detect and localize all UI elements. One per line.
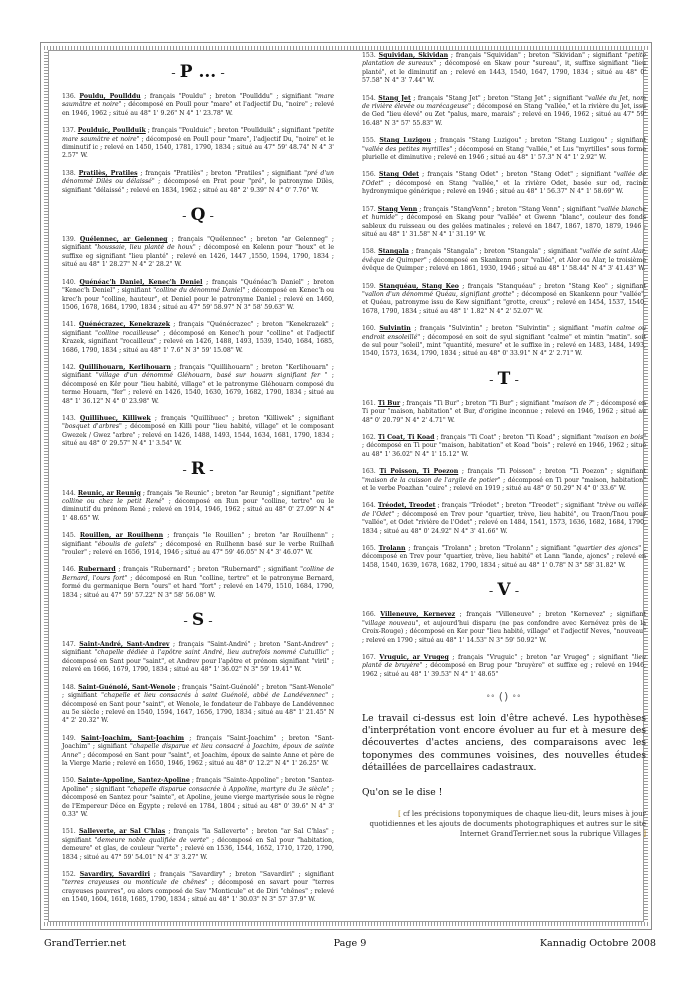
- place-name-entry: [62, 684, 334, 726]
- entry-number: 144.: [62, 489, 76, 497]
- heading-dash: -: [204, 614, 213, 630]
- entry-text: ; français "Quillihuec" ; breton "Killiwek" ; signifiant: [150, 414, 335, 422]
- entry-meaning: "mare saumâtre et noire": [62, 93, 335, 109]
- entry-text: ; français "Vruguic" ; breton "ar Vrugeg" ; signifiant: [448, 653, 632, 661]
- entry-place-name: Sainte-Appoline, Santez-Apoline: [77, 777, 190, 785]
- entry-details: ; décomposé en Stang "vallée," et Lus "myrtilles" sous forme plurielle et diminutive ; relevé en 1946 ; situé au 48° 1' 57.3" N 4° 1' 2.92" W.: [362, 145, 646, 162]
- heading-dash: -: [205, 462, 214, 478]
- entry-text: ; français "Poulduic" ; breton "Poullduik" ; signifiant: [145, 127, 313, 135]
- entry-meaning: "quartier des ajoncs": [573, 545, 642, 553]
- entry-text: ; français "Sulvintin" ; breton "Sulvintin" ; signifiant: [410, 325, 592, 333]
- entry-meaning: "trève ou vallée de l'Odet": [362, 502, 646, 518]
- place-name-entry: [362, 434, 646, 459]
- entry-details: ; décomposé en Santez pour "sainte", et Apoline, jeune vierge martyrisée sous le règne de l'Empereur Déce en Égypte ; relevé en 1784, 1804 ; situé au 48° 0' 39.6" N 4° 3' 0.33" W.: [62, 785, 334, 818]
- note-bracket-close: ]: [643, 830, 646, 839]
- place-name-entry: [362, 137, 646, 162]
- place-name-entry: [62, 641, 334, 675]
- entry-meaning: "éboulis de galets": [94, 540, 157, 548]
- place-name-entry: [362, 468, 646, 493]
- entry-number: 141.: [62, 321, 76, 329]
- entry-text: ; français "Ti Poisson" ; breton "Ti Poezon" ; signifiant: [458, 468, 646, 476]
- entry-place-name: Saint-André, Sant-Andrev: [79, 641, 170, 649]
- section-letter-heading: [62, 610, 334, 632]
- entry-place-name: Stanquéau, Stang Keo: [379, 282, 459, 290]
- entry-place-name: Trolann: [378, 545, 406, 553]
- entry-text: ; français "Stangala" ; breton "Stangala" ; signifiant: [408, 248, 580, 256]
- entry-place-name: Stang Venn: [377, 205, 418, 213]
- entry-text: ; français "StangVenn" ; breton "Stang Venn" ; signifiant: [417, 205, 598, 213]
- entry-meaning: "maison en bois": [593, 434, 646, 441]
- entry-number: 153.: [362, 52, 376, 59]
- entry-details: ; décomposé en Run pour "colline, tertre" ou le diminutif du prénom René ; relevé en 1914, 1946, 1962 ; situé au 48° 0' 27.09" N 4° 1' 48.65" W.: [62, 498, 334, 522]
- entry-place-name: Vruguic, ar Vrugeg: [379, 653, 449, 661]
- place-name-entry: [62, 490, 334, 524]
- entry-details: ; décomposé en Stang "vallée," et la rivière du Jet, issu de Ged "lieu élevé" ou Zet "palus, mare, marais" ; relevé en 1946, 1962 ; situé au 47° 59' 16.48" N 3° 57' 55.83" W.: [362, 103, 646, 127]
- entry-text: ; français "Savardiry" ; breton "Savardiri" ; signifiant: [149, 871, 335, 878]
- entry-meaning: "maison de ?": [551, 399, 595, 407]
- place-name-entry: [62, 777, 334, 819]
- heading-letter: T: [497, 368, 511, 389]
- heading-dash: -: [510, 372, 519, 388]
- entry-place-name: Ti Bur: [377, 399, 401, 407]
- entry-details: ; décomposé en Skaw pour "sureau", it, suffixe signifiant "lieu planté", et le diminutif an ; relevé en 1443, 1540, 1647, 1790, 1834 ; situé au 48° 0' 57.58" N 4° 3' 7.44" W.: [362, 60, 647, 85]
- entry-details: ; décomposé en Trev pour "quartier, trève, lieu habité", ou Traon/Tnou pour "vallée", et Odet "rivière de l'Odet" ; relevé en 1484, 1541, 1573, 1636, 1682, 1684, 1790, 1834 ; situé au 48° 0' 24.92" N 4° 3' 41.66" W.: [362, 510, 646, 535]
- entry-number: 147.: [62, 641, 76, 649]
- place-name-entry: [362, 171, 646, 196]
- entry-number: 152.: [62, 871, 76, 878]
- entry-place-name: Stang Odet: [378, 171, 419, 179]
- entry-place-name: Quélennec, ar Gelenneg: [79, 236, 168, 244]
- entry-meaning: "bosquet d'arbres": [62, 423, 122, 431]
- entry-number: 149.: [62, 734, 76, 742]
- entry-place-name: Poulduic, Poullduik: [77, 127, 146, 135]
- entry-place-name: Pouldu, Poullddu: [79, 93, 141, 100]
- entry-number: 163.: [362, 468, 376, 476]
- note-bracket-open: [: [398, 809, 401, 818]
- entry-number: 160.: [362, 325, 376, 333]
- entry-text: ; français "Stang Luzigou" ; breton "Stang Luzigou" ; signifiant: [430, 137, 647, 145]
- entry-place-name: Rubernard: [78, 566, 116, 574]
- entry-number: 138.: [62, 169, 76, 177]
- entry-number: 155.: [362, 137, 376, 145]
- entry-place-name: Stang Luzigou: [379, 137, 431, 145]
- entry-meaning: "vallée du Jet, nom de rivière élevée ou marécageuse": [362, 94, 647, 111]
- place-name-entry: [362, 325, 646, 359]
- entry-text: ; français "Sainte-Appoline" ; breton "Santez-Apoline" ; signifiant: [62, 777, 334, 793]
- entry-number: 145.: [62, 532, 76, 540]
- entry-text: ; français "la Salleverte" ; breton "ar Sal C'hlas" ; signifiant: [62, 828, 334, 844]
- entry-details: ; décomposé en Ti pour "maison, habitation" et Koad "bois" ; relevé en 1946, 1962 ; situé au 48° 1' 36.02" N 4° 1' 15.12" W.: [362, 442, 646, 458]
- entry-meaning: "maison de la cuisson de l'argile de potier": [362, 476, 501, 484]
- heading-dash: -: [510, 584, 520, 600]
- ornament-center: (): [498, 690, 510, 704]
- entry-meaning: "lieu planté de bruyère": [362, 653, 647, 670]
- entry-text: ; français "Quélennec" ; breton "ar Gelenneg" ; signifiant: [62, 236, 334, 252]
- ornament-dots-left: °°: [486, 694, 496, 703]
- entry-text: ; français "Trolann" ; breton "Trolann" ; signifiant: [405, 545, 574, 553]
- entry-meaning: "petite plantation de sureaux": [362, 52, 646, 68]
- entry-number: 161.: [362, 399, 376, 407]
- place-name-entry: [62, 321, 334, 355]
- entry-details: ; décomposé en Kelenn pour "houx" et le suffixe eg signifiant "lieu planté" ; relevé en 1426, 1447 ,1550, 1594, 1790, 1834 ; situé au 48° 1' 28.27" N 4° 2' 28.2" W.: [62, 244, 334, 269]
- entry-details: ; décomposé en Kenec'h pour "colline" et l'adjectif Krazek, signifiant "rocailleux" ; relevé en 1426, 1488, 1493, 1539, 1540, 1684, 1685, 1686, 1790, 1834 ; situé au 48° 1' 7.6" N 3° 59' 15.08" W.: [62, 329, 334, 354]
- entry-details: ; décomposé en savart pour "terres crayeuses pauvres", ou alors composé de Sav "Monticule" et de Diri "chênes" ; relevé en 1540, 1604, 1618, 1685, 1790, 1834 ; situé au 48° 1' 30.03" N 3° 57' 37.9" W.: [62, 879, 334, 904]
- place-name-entry: [62, 127, 334, 161]
- section-letter-heading: [62, 205, 334, 227]
- heading-dash: -: [488, 584, 498, 600]
- entry-text: ; français "Quillihouarn" ; breton "Kerlihouarn" ; signifiant: [62, 363, 335, 380]
- entry-number: 159.: [362, 282, 376, 290]
- entry-meaning: "vallée de l'Odet": [362, 171, 647, 187]
- entry-meaning: "colline de Bernard, l'ours fort": [62, 566, 334, 582]
- entry-place-name: Stang Jet: [378, 94, 411, 102]
- website-note: [362, 809, 646, 840]
- entry-details: ; décomposé en Kêr pour "lieu habité, village" et le patronyme Gléhouarn composé du terme Houarn, "fer" ; relevé en 1426, 1540, 1630, 1679, 1682, 1790, 1834 ; situé au 48° 1' 36.12" N 4° 0' 23.98" W.: [62, 372, 334, 405]
- place-name-entry: [362, 545, 646, 570]
- entry-text: ; français "Villeneuve" ; breton "Kernevez" ; signifiant: [455, 611, 647, 619]
- heading-dash: -: [489, 372, 498, 388]
- entry-meaning: "pré d'un dénommé Dilès ou délaissé": [62, 169, 334, 186]
- entry-number: 162.: [362, 434, 376, 441]
- entry-details: ; décomposé en Skang pour "vallée" et Gwenn "blanc", couleur des fonds sableux du ruisseau ou des gelées matinales ; relevé en 1847, 1867, 1870, 1879, 1946 ; situé au 48° 1' 31.58" N 4° 1' 31.19" W.: [362, 214, 646, 238]
- entry-place-name: Stangala: [378, 248, 409, 256]
- section-letter-heading: [62, 62, 334, 84]
- heading-dash: -: [216, 66, 225, 81]
- place-name-entry: [62, 735, 334, 769]
- entry-text: ; français "Ti Bur" ; breton "Ti Bur" ; signifiant: [400, 399, 552, 407]
- entry-number: 142.: [62, 363, 76, 371]
- entry-details: ; décomposé en Brug pour "bruyère" et suffixe eg ; relevé en 1946, 1962 ; situé au 48° 1' 39.53" N 4° 1' 48.65": [362, 662, 646, 678]
- entry-place-name: Quénécrazec, Kenekrazek: [79, 321, 171, 329]
- entry-meaning: "matin calme ou endroit ensoleillé": [362, 325, 646, 341]
- entry-details: ; décomposé en Skankenn pour "vallée", et Alor ou Alar, le troisième évêque de Quimper ; relevé en 1861, 1930, 1946 ; situé au 48° 1' 58.44" N 4° 3' 41.43" W.: [362, 256, 646, 273]
- entry-place-name: Squividan, Skividan: [378, 52, 449, 59]
- entry-place-name: Quénéac'h Daniel, Kenec'h Deniel: [79, 278, 203, 286]
- entry-number: 164.: [362, 502, 376, 510]
- entry-details: ; décomposé en Sal pour "habitation, demeure" et glas, de couleur "verte" ; relevé en 1536, 1544, 1652, 1710, 1720, 1790, 1834 ; situé au 47° 59' 54.01" N 4° 3' 3.27" W.: [62, 836, 334, 861]
- ornament-dots-right: °°: [512, 694, 522, 703]
- place-name-entry: [362, 283, 646, 317]
- entry-text: ; français "Rubernard" ; breton "Rubernard" ; signifiant: [115, 566, 301, 574]
- entry-place-name: Savardiry, Savardiri: [79, 871, 150, 878]
- entry-number: 154.: [362, 94, 376, 102]
- heading-letter: V: [497, 580, 511, 601]
- entry-meaning: "terres crayeuses ou monticule de chênes": [62, 879, 208, 887]
- entry-text: ; français "Pratilès" ; breton "Pratiles" ; signifiant: [137, 169, 305, 177]
- entry-number: 143.: [62, 414, 76, 422]
- entry-text: ; français "Quénéac'h Daniel" ; breton "Kenec'h Deniel" ; signifiant: [62, 278, 334, 295]
- entry-details: ; décomposé en Kenec'h ou krec'h pour "colline, hauteur", et Deniel pour le patronyme Daniel ; relevé en 1460, 1506, 1678, 1684, 1790, 1834 ; situé au 47° 59' 58.97" N 3° 58' 59.63" W.: [62, 287, 335, 311]
- entry-number: 148.: [62, 683, 76, 691]
- place-name-entry: [362, 95, 646, 129]
- section-letter-heading: [62, 459, 334, 481]
- heading-letter: R: [190, 458, 206, 479]
- entry-text: ; français "Saint-Guénolé" ; breton "Sant-Wenole" ; signifiant: [62, 683, 335, 700]
- entry-details: ; décomposé en Ruilhenn basé sur le verbe Ruilhañ "rouler" ; relevé en 1656, 1914, 1946 ; situé au 47° 59' 46.05" N 4° 3' 46.07" W.: [62, 540, 334, 557]
- entry-text: ; français "Ti Coat" ; breton "Ti Koad" ; signifiant: [434, 434, 594, 441]
- entry-text: ; français "le Rouillen" ; breton "ar Rouilhenn" ; signifiant: [62, 532, 335, 548]
- entry-number: 151.: [62, 828, 76, 836]
- place-name-entry: [362, 52, 646, 86]
- entry-place-name: Quillihouarn, Kerlihouarn: [79, 363, 171, 371]
- entry-text: ; français "Saint-André" ; breton "Sant-Andrev" ; signifiant: [62, 641, 334, 657]
- right-column-entries: [362, 52, 646, 679]
- closing-exclamation: Qu'on se le dise !: [362, 786, 443, 798]
- entry-meaning: "colline rocailleuse": [95, 329, 160, 337]
- entry-details: ; décomposé en Stang "vallée," et la rivière Odet, basée sur od, racine hydronymique générique ; relevé en 1946 ; situé au 48° 1' 56.37" N 4° 1' 58.69" W.: [362, 179, 646, 196]
- footer-site-name: GrandTerrier.net: [44, 938, 126, 949]
- entry-place-name: Reunic, ar Reunig: [77, 489, 141, 497]
- place-name-entry: [62, 93, 334, 118]
- entry-place-name: Tréodet, Treodet: [377, 502, 436, 510]
- entry-text: ; français "Tréodet" ; breton "Treodet" ; signifiant: [435, 502, 597, 510]
- entry-meaning: "chapelle dédiée à l'apôtre saint André, lieu autrefois nommé Cutuillic": [94, 649, 329, 657]
- entry-place-name: Sulvintin: [379, 325, 411, 333]
- entry-place-name: Saint-Joachim, Sant-Joachim: [80, 734, 185, 742]
- heading-letter: Q: [190, 205, 206, 226]
- entry-details: ; décomposé en Ti pour "maison, habitation" et le verbe Poazhan "cuire" ; relevé en 1919 ; situé au 48° 0' 50.29" N 4° 0' 33.6" W.: [362, 476, 646, 493]
- entry-number: 140.: [62, 278, 76, 286]
- entry-meaning: "village d'un dénommé Gléhouarn, basé sur houarn signifiant fer ": [95, 372, 328, 380]
- entry-details: ; décomposé en Skankenn pour "vallée", et Quéau, patronyme issu de Kew signifiant "grotte, creux" ; relevé en 1454, 1537, 1540, 1678, 1790, 1834 ; situé au 48° 1' 1.82" N 4° 2' 52.07" W.: [362, 290, 646, 315]
- entry-number: 137.: [62, 127, 76, 135]
- entry-place-name: Salleverte, ar Sal C'hlas: [78, 828, 166, 836]
- entry-meaning: "houssaie, lieu planté de houx": [94, 244, 196, 252]
- place-name-entry: [62, 170, 334, 195]
- entry-meaning: "petite mare saumâtre et noire": [62, 127, 334, 143]
- place-name-entry: [362, 611, 646, 645]
- left-column: [62, 52, 334, 914]
- entry-details: ; décomposé en Ti pour "maison, habitation" et Bur, d'origine inconnue ; relevé en 1946, 1962 ; situé au 48° 0' 20.79" N 4° 2' 4.71" W.: [362, 399, 646, 424]
- entry-place-name: Ti Coat, Ti Koad: [377, 434, 435, 441]
- place-name-entry: [362, 400, 646, 425]
- entry-details: ; décomposé en Killi pour "lieu habité, village" et le composant Gwezek / Gwez "arbre" ; relevé en 1426, 1488, 1493, 1544, 1634, 1681, 1790, 1834 ; situé au 48° 0' 29.57" N 4° 1' 3.54" W.: [62, 423, 334, 448]
- entry-text: ; français "Saint-Joachim" ; breton "Sant-Joachim" ; signifiant: [62, 734, 335, 751]
- entry-text: ; français "Squividan" ; breton "Skividan" ; signifiant: [448, 52, 625, 59]
- entry-details: ; décomposé en Sant pour "saint", et Joachim, époux de sainte Anne et père de la Vierge Marie ; relevé en 1650, 1946, 1962 ; situé au 48° 0' 12.2" N 4° 1' 26.25" W.: [62, 751, 334, 767]
- entry-text: ; français "Pouldu" ; breton "Poullddu" ; signifiant: [140, 93, 315, 100]
- place-name-entry: [62, 279, 334, 313]
- entry-meaning: "demeure noble qualifiée de verte": [94, 836, 209, 844]
- entry-meaning: "vallée des petites myrtilles": [362, 145, 453, 153]
- entry-text: ; français "le Reunic" ; breton "ar Reunig" ; signifiant: [140, 489, 313, 497]
- entry-meaning: "vallée de saint Alar, évêque de Quimper": [362, 248, 646, 264]
- entry-place-name: Villeneuve, Kernevez: [380, 611, 456, 619]
- section-letter-heading: [362, 580, 646, 602]
- place-name-entry: [62, 236, 334, 270]
- entry-text: ; français "Stang Odet" ; breton "Stang Odet" ; signifiant: [418, 171, 614, 179]
- entry-number: 146.: [62, 566, 76, 574]
- entry-details: ; décomposé en Poull pour "mare", l'adjectif Du, "noire" et le diminutif ic ; relevé en 1450, 1540, 1781, 1790, 1834 ; situé au 47° 59' 48.74" N 4° 3' 2.57" W.: [62, 135, 335, 160]
- entry-meaning: "village nouveau": [362, 619, 419, 627]
- place-name-entry: [62, 415, 334, 449]
- footer-page-number: Page 9: [333, 938, 367, 949]
- note-text: cf les précisions toponymiques de chaque lieu-dit, leurs mises à jour quotidiennes et les ajouts de documents photographiques et autres sur le site Internet GrandTerrier.net sous la rubrique Villages: [369, 809, 646, 839]
- entry-text: ; français "Stanquéau" ; breton "Stang Keo" ; signifiant: [458, 282, 646, 290]
- entry-details: ; décomposé en soit de syul signifiant "calme" et mintin "matin". soit de sul pour "soleil", mint "quantité, mesure" et le suffixe in ; relevé en 1483, 1484, 1493, 1540, 1573, 1634, 1790, 1834 ; situé au 48° 0' 33.91" N 4° 2' 2.71" W.: [362, 333, 647, 358]
- heading-dash: -: [183, 614, 192, 630]
- entry-details: ; décomposé en Run "colline, tertre" et le patronyme Bernard, formé du germanique Bern "ours" et hard "fort" ; relevé en 1479, 1510, 1684, 1790, 1834 ; situé au 47° 59' 57.22" N 3° 58' 56.08" W.: [62, 574, 334, 599]
- entry-meaning: "colline du dénommé Daniel": [153, 287, 246, 295]
- place-name-entry: [362, 654, 646, 679]
- entry-place-name: Ti Poisson, Ti Poezon: [379, 468, 459, 476]
- place-name-entry: [362, 206, 646, 240]
- entry-number: 139.: [62, 236, 76, 244]
- entry-meaning: "vallée blanche et humide": [362, 205, 647, 222]
- ornament-separator: [362, 690, 646, 704]
- heading-dash: -: [182, 209, 191, 225]
- entry-details: ; décomposé en Prat pour "pré", le patronyme Dilès, signifiant "délaissé" ; relevé en 1834, 1962 ; situé au 48° 2' 9.39" N 4° 0' 7.76" W.: [62, 178, 334, 194]
- entry-number: 158.: [362, 248, 376, 256]
- right-column: [362, 52, 646, 847]
- entry-details: ; décomposé en Sant pour "saint", et Andrev pour l'apôtre et prénom signifiant "viril" ; relevé en 1666, 1679, 1790, 1834 ; situé au 48° 1' 36.02" N 3° 59' 19.41" W.: [62, 649, 334, 674]
- entry-meaning: "vallon d'un dénommé Quéau, signifiant grotte": [362, 290, 515, 298]
- entry-details: ; décomposé en Sant pour "saint", et Wenole, le fondateur de l'abbaye de Landévennec au 5e siècle ; relevé en 1540, 1594, 1647, 1656, 1790, 1834 ; situé au 48° 1' 21.45" N 4° 2' 20.32" W.: [62, 692, 334, 725]
- entry-details: ; décomposé en Poull pour "mare" et l'adjectif Du, "noire" ; relevé en 1946, 1962 ; situé au 48° 1' 9.26" N 4° 1' 23.78" W.: [62, 101, 335, 117]
- place-name-entry: [62, 871, 334, 905]
- heading-dash: -: [171, 66, 180, 81]
- entry-meaning: "petite colline ou chez le petit René": [62, 489, 335, 505]
- entry-place-name: Pratilès, Pratiles: [78, 169, 138, 177]
- entry-number: 166.: [362, 611, 376, 619]
- entry-details: , et aujourd'hui disparu (ne pas confondre avec Kernévez près de la Croix-Rouge) ; décomposé en Ker pour "lieu habité, village" et l'adjectif Neves, "nouveau" ; relevé en 1790 ; situé au 48° 1' 14.53" N 3° 59' 50.92" W.: [362, 619, 646, 644]
- entry-number: 167.: [362, 653, 376, 661]
- place-name-entry: [362, 502, 646, 536]
- heading-letter: S: [191, 610, 205, 631]
- entry-meaning: "chapelle disparue et lieu consacré à Joachim, époux de sainte Anne": [62, 743, 334, 759]
- entry-place-name: Rouillen, ar Rouilhenn: [79, 532, 164, 540]
- entry-number: 165.: [362, 545, 376, 553]
- entry-text: ; français "Quénécrazec" ; breton "Kenekrazek" ; signifiant: [62, 321, 334, 337]
- entry-place-name: Quillihuec, Killiwek: [79, 414, 151, 422]
- heading-dash: -: [205, 209, 214, 225]
- place-name-entry: [62, 828, 334, 862]
- entry-number: 157.: [362, 205, 376, 213]
- entry-number: 156.: [362, 171, 376, 179]
- section-letter-heading: [362, 369, 646, 391]
- entry-meaning: "chapelle et lieu consacrés à saint Guénolé, abbé de Landévennec": [101, 692, 329, 700]
- heading-dash: -: [182, 462, 191, 478]
- entry-number: 150.: [62, 777, 76, 785]
- entry-text: ; français "Stang Jet" ; breton "Stang Jet" ; signifiant: [410, 94, 586, 102]
- entry-details: ; décomposé en Trev pour "quartier, trève, lieu habité" et Lann "lande, ajoncs" ; relevé en 1458, 1540, 1639, 1678, 1682, 1790, 1834 ; situé au 48° 1' 0.78" N 3° 58' 31.82" W.: [362, 545, 647, 569]
- heading-letter: P ...: [179, 62, 217, 82]
- entry-place-name: Saint-Guénolé, Sant-Wenole: [78, 683, 176, 691]
- place-name-entry: [62, 532, 334, 557]
- place-name-entry: [362, 248, 646, 273]
- place-name-entry: [62, 364, 334, 406]
- entry-number: 136.: [62, 93, 76, 100]
- footer-edition: Kannadig Octobre 2008: [539, 938, 656, 949]
- closing-paragraph: Le travail ci-dessus est loin d'être achevé. Les hypothèses d'interprétation vont encore évoluer au fur et à mesure des découvertes d'actes anciens, des comparaisons avec les toponymes des communes voisines, des nouvelles études détaillées de parcellaires cadastraux.: [362, 712, 646, 774]
- place-name-entry: [62, 566, 334, 600]
- entry-meaning: "chapelle disparue consacrée à Appoline, martyre du 3e siècle": [127, 785, 330, 793]
